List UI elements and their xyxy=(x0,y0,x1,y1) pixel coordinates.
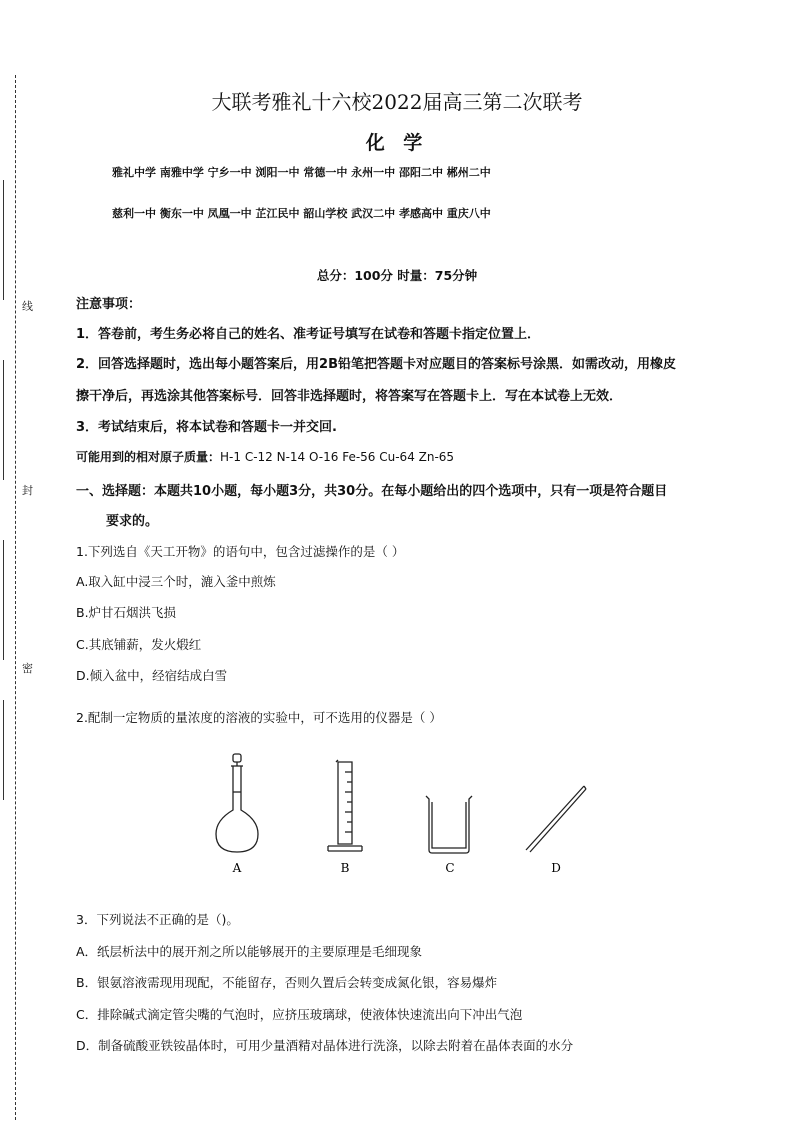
q1-option-a: A.取入缸中浸三个时，漉入釜中煎炼 xyxy=(76,574,276,589)
notice-item-2-line-2: 擦干净后，再选涂其他答案标号．回答非选择题时，将答案写在答题卡上．写在本试卷上无效． xyxy=(76,389,623,404)
section-1-line-2: 要求的。 xyxy=(106,514,159,529)
notice-heading: 注意事项： xyxy=(76,297,142,312)
volumetric-flask-icon xyxy=(216,754,258,852)
q1-option-c: C.其底铺薪，发火煅红 xyxy=(76,637,202,652)
apparatus-label-a: A xyxy=(232,861,242,875)
binding-seal-char: 封 xyxy=(22,484,33,497)
notice-item-2-line-1: 2．回答选择题时，选出每小题答案后，用2B铅笔把答题卡对应题目的答案标号涂黑．如需改动，用橡皮 xyxy=(76,357,677,372)
q2-stem: 2.配制一定物质的量浓度的溶液的实验中，可不选用的仪器是（ ） xyxy=(76,710,442,725)
notice-item-3: 3．考试结束后，将本试卷和答题卡一并交回. xyxy=(76,420,337,435)
apparatus-label-b: B xyxy=(340,861,350,875)
score-time: 总分：100分 时量：75分钟 xyxy=(316,268,478,283)
exam-field-line xyxy=(3,700,4,800)
q3-option-a: A．纸层析法中的展开剂之所以能够展开的主要原理是毛细现象 xyxy=(76,944,423,959)
q3-stem: 3．下列说法不正确的是（)。 xyxy=(76,912,239,927)
subject-title: 化 学 xyxy=(365,132,429,154)
q1-option-b: B.炉甘石烟洪飞损 xyxy=(76,605,177,620)
q3-option-d: D．制备硫酸亚铁铵晶体时，可用少量酒精对晶体进行洗涤，以除去附着在晶体表面的水分 xyxy=(76,1038,574,1053)
schools-line-2: 慈利一中 衡东一中 凤凰一中 芷江民中 韶山学校 武汉二中 孝感高中 重庆八中 xyxy=(112,207,491,220)
atomic-masses-values: H-1 C-12 N-14 O-16 Fe-56 Cu-64 Zn-65 xyxy=(220,450,455,464)
class-field-line xyxy=(3,360,4,480)
section-1-line-1: 一、选择题：本题共10小题，每小题3分，共30分。在每小题给出的四个选项中，只有一项是符合题目 xyxy=(76,484,668,499)
school-field-line xyxy=(3,540,4,660)
binding-line-char: 线 xyxy=(22,300,33,313)
notice-item-1: 1．答卷前，考生务必将自己的姓名、准考证号填写在试卷和答题卡指定位置上． xyxy=(76,327,541,342)
atomic-masses-label: 可能用到的相对原子质量： xyxy=(76,450,221,464)
apparatus-label-c: C xyxy=(445,861,455,875)
q1-stem: 1.下列选自《天工开物》的语句中，包含过滤操作的是（ ） xyxy=(76,544,405,559)
beaker-icon xyxy=(426,796,472,853)
atomic-masses xyxy=(76,448,454,465)
q2-apparatus-figure xyxy=(200,752,600,880)
glass-rod-icon xyxy=(526,786,586,852)
binding-dashed-line xyxy=(15,75,16,1120)
q3-option-b: B．银氨溶液需现用现配，不能留存，否则久置后会转变成氮化银，容易爆炸 xyxy=(76,975,498,990)
q1-option-d: D.倾入盆中，经宿结成白雪 xyxy=(76,668,228,683)
schools-line-1: 雅礼中学 南雅中学 宁乡一中 浏阳一中 常德一中 永州一中 邵阳二中 郴州二中 xyxy=(112,166,491,179)
exam-title: 大联考雅礼十六校2022届高三第二次联考 xyxy=(211,90,583,114)
binding-secret-char: 密 xyxy=(22,662,33,675)
graduated-cylinder-icon xyxy=(328,760,362,851)
apparatus-label-d: D xyxy=(551,861,561,875)
q3-option-c: C．排除碱式滴定管尖嘴的气泡时，应挤压玻璃球，使液体快速流出向下冲出气泡 xyxy=(76,1007,523,1022)
